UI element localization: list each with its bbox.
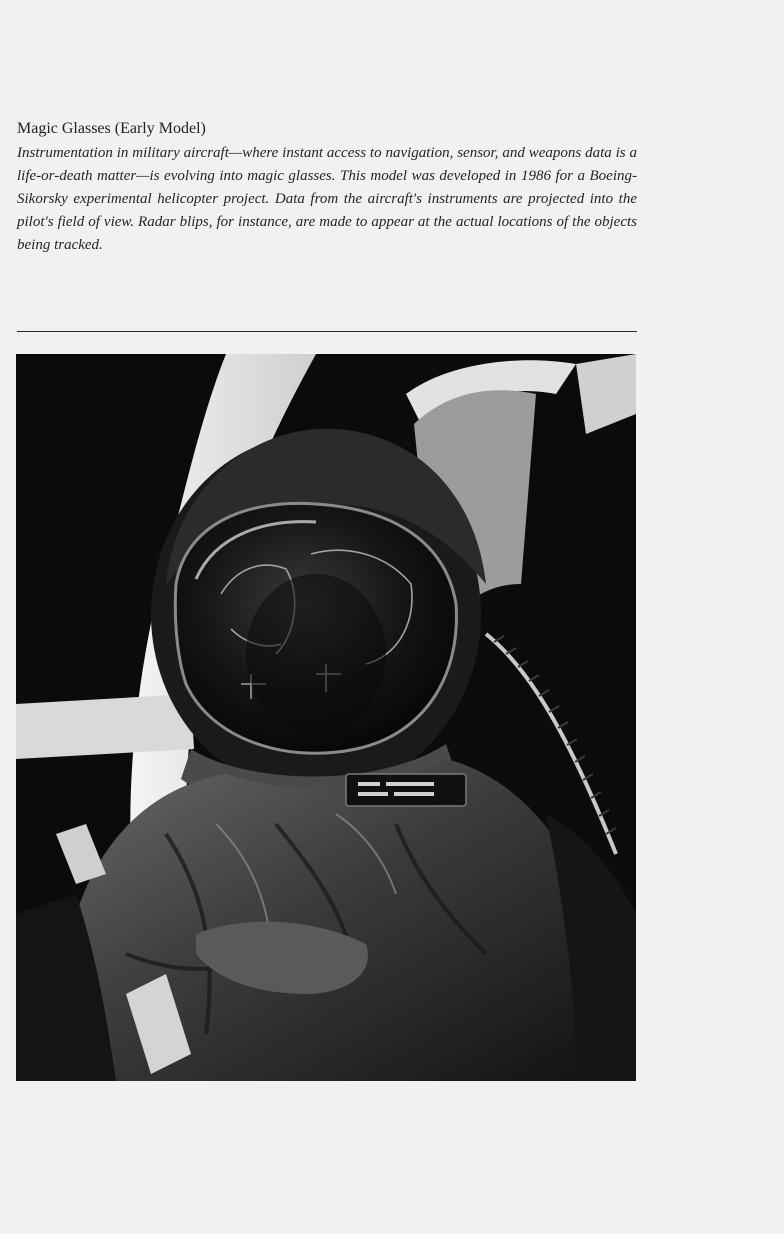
pilot-photo (16, 354, 636, 1081)
caption-body: Instrumentation in military aircraft—where instant access to navigation, sensor, and weapons data is a life-or-death matter—is evolving into magic glasses. This model was developed in 1986 for a Boeing-Sikorsky experimental helicopter project. Data from the aircraft's instruments are projected into the pilot's field of view. Radar blips, for instance, are made to appear at the actual locations of the objects being tracked. (17, 145, 637, 253)
figure-caption (17, 118, 637, 257)
caption-title: Magic Glasses (Early Model) (17, 120, 206, 137)
caption-rule (17, 331, 637, 332)
pilot-helmet-illustration (16, 354, 636, 1081)
